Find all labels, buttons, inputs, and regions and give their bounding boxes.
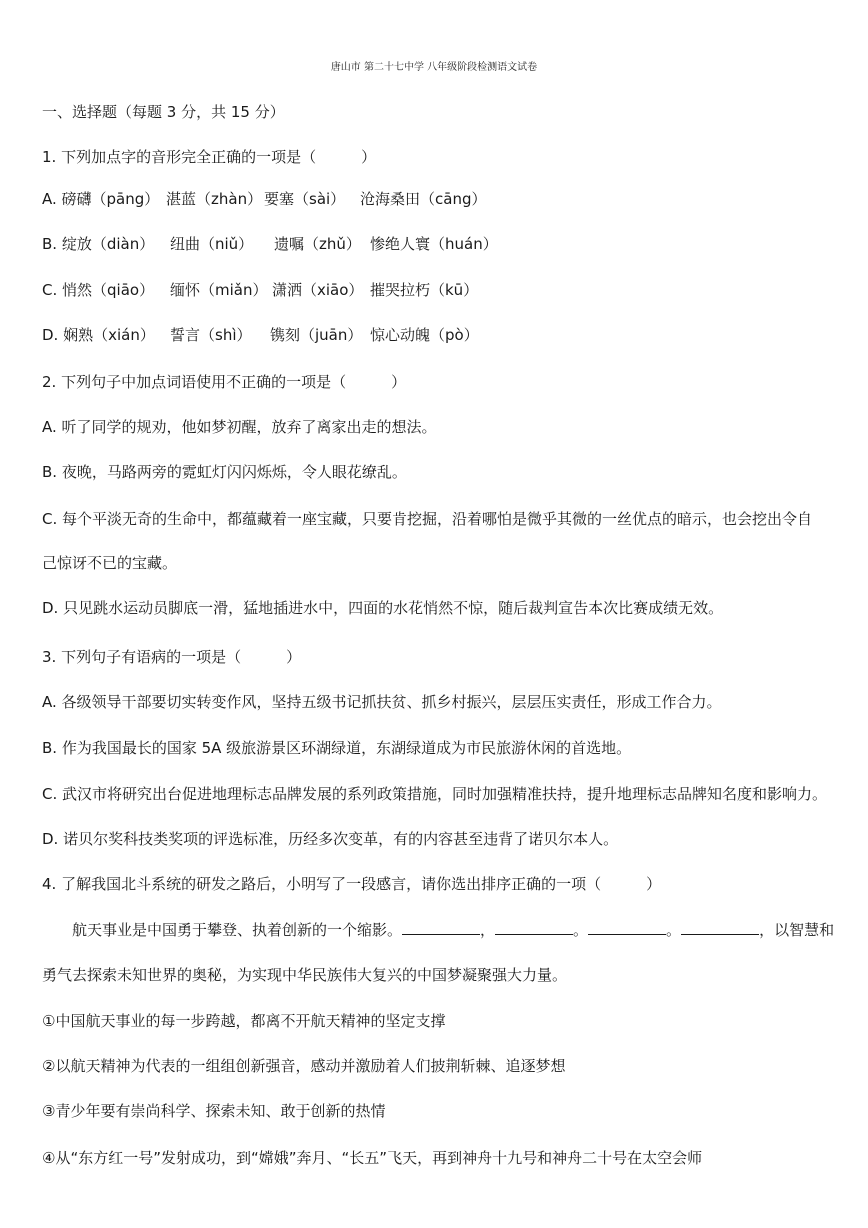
option-term: D. 娴熟（xián） — [42, 326, 155, 344]
question-4-stem: 4. 了解我国北斗系统的研发之路后，小明写了一段感言，请你选出排序正确的一项（ ） — [42, 875, 662, 893]
option-term: 惨绝人寰（huán） — [370, 235, 498, 253]
question-4-passage-line2: 勇气去探索未知世界的奥秘，为实现中华民族伟大复兴的中国梦凝聚强大力量。 — [42, 966, 568, 984]
question-1-option-d — [42, 325, 838, 345]
question-4-sentence-3: ③青少年要有崇尚科学、探索未知、敢于创新的热情 — [42, 1102, 386, 1120]
punctuation: 。 — [666, 921, 682, 939]
answer-blank-1[interactable] — [402, 920, 480, 935]
question-3-stem: 3. 下列句子有语病的一项是（ ） — [42, 648, 302, 666]
question-1-option-c — [42, 280, 838, 300]
question-3-option-a: A. 各级领导干部要切实转变作风，坚持五级书记抓扶贫、抓乡村振兴，层层压实责任，形成工作合力。 — [42, 693, 722, 711]
question-2-option-c-line2: 己惊讶不已的宝藏。 — [42, 554, 178, 572]
option-term: 沧海桑田（cāng） — [360, 190, 487, 208]
question-4-sentence-4: ④从“东方红一号”发射成功，到“嫦娥”奔月、“长五”飞天，再到神舟十九号和神舟二十号在太空会师 — [42, 1149, 703, 1167]
question-4-sentence-2: ②以航天精神为代表的一组组创新强音，感动并激励着人们披荆斩棘、追逐梦想 — [42, 1057, 566, 1075]
option-term: 缅怀（miǎn） — [170, 281, 268, 299]
question-2-option-c-line1: C. 每个平淡无奇的生命中，都蕴藏着一座宝藏，只要肯挖掘，沿着哪怕是微乎其微的一丝优点的暗示，也会挖出令自 — [42, 510, 813, 528]
question-1-stem: 1. 下列加点字的音形完全正确的一项是（ ） — [42, 148, 377, 166]
question-2-option-b: B. 夜晚，马路两旁的霓虹灯闪闪烁烁，令人眼花缭乱。 — [42, 463, 407, 481]
question-1-option-a — [42, 189, 838, 209]
option-term: A. 磅礴（pāng） — [42, 190, 160, 208]
option-term: 湛蓝（zhàn） — [166, 190, 263, 208]
section-heading: 一、选择题（每题 3 分，共 15 分） — [42, 103, 285, 121]
question-2-stem: 2. 下列句子中加点词语使用不正确的一项是（ ） — [42, 373, 407, 391]
question-1-option-b — [42, 234, 838, 254]
question-4-passage-line1 — [72, 920, 838, 940]
page-title: 唐山市 第二十七中学 八年级阶段检测语文试卷 — [330, 62, 538, 73]
question-3-option-d: D. 诺贝尔奖科技类奖项的评选标准，历经多次变革，有的内容甚至违背了诺贝尔本人。 — [42, 830, 619, 848]
option-term: 纽曲（niǔ） — [170, 235, 254, 253]
answer-blank-4[interactable] — [681, 920, 759, 935]
option-term: 要塞（sài） — [264, 190, 346, 208]
punctuation: ， — [480, 921, 496, 939]
question-3-option-c: C. 武汉市将研究出台促进地理标志品牌发展的系列政策措施，同时加强精准扶持，提升地理标志品牌知名度和影响力。 — [42, 785, 828, 803]
option-term: 惊心动魄（pò） — [370, 326, 479, 344]
question-3-option-b: B. 作为我国最长的国家 5A 级旅游景区环湖绿道，东湖绿道成为市民旅游休闲的首选地。 — [42, 739, 632, 757]
answer-blank-2[interactable] — [495, 920, 573, 935]
question-2-option-d: D. 只见跳水运动员脚底一滑，猛地插进水中，四面的水花悄然不惊，随后裁判宣告本次比赛成绩无效。 — [42, 599, 724, 617]
option-term: 镌刻（juān） — [270, 326, 363, 344]
question-4-sentence-1: ①中国航天事业的每一步跨越，都离不开航天精神的坚定支撑 — [42, 1012, 446, 1030]
punctuation: 。 — [573, 921, 589, 939]
passage-text: ，以智慧和 — [759, 921, 835, 939]
option-term: 遗嘱（zhǔ） — [274, 235, 361, 253]
question-2-option-a: A. 听了同学的规劝，他如梦初醒，放弃了离家出走的想法。 — [42, 418, 437, 436]
option-term: 摧哭拉朽（kū） — [370, 281, 479, 299]
option-term: 誓言（shì） — [170, 326, 252, 344]
option-term: B. 绽放（diàn） — [42, 235, 155, 253]
option-term: C. 悄然（qiāo） — [42, 281, 155, 299]
answer-blank-3[interactable] — [588, 920, 666, 935]
option-term: 潇洒（xiāo） — [272, 281, 364, 299]
passage-text: 航天事业是中国勇于攀登、执着创新的一个缩影。 — [72, 921, 403, 939]
